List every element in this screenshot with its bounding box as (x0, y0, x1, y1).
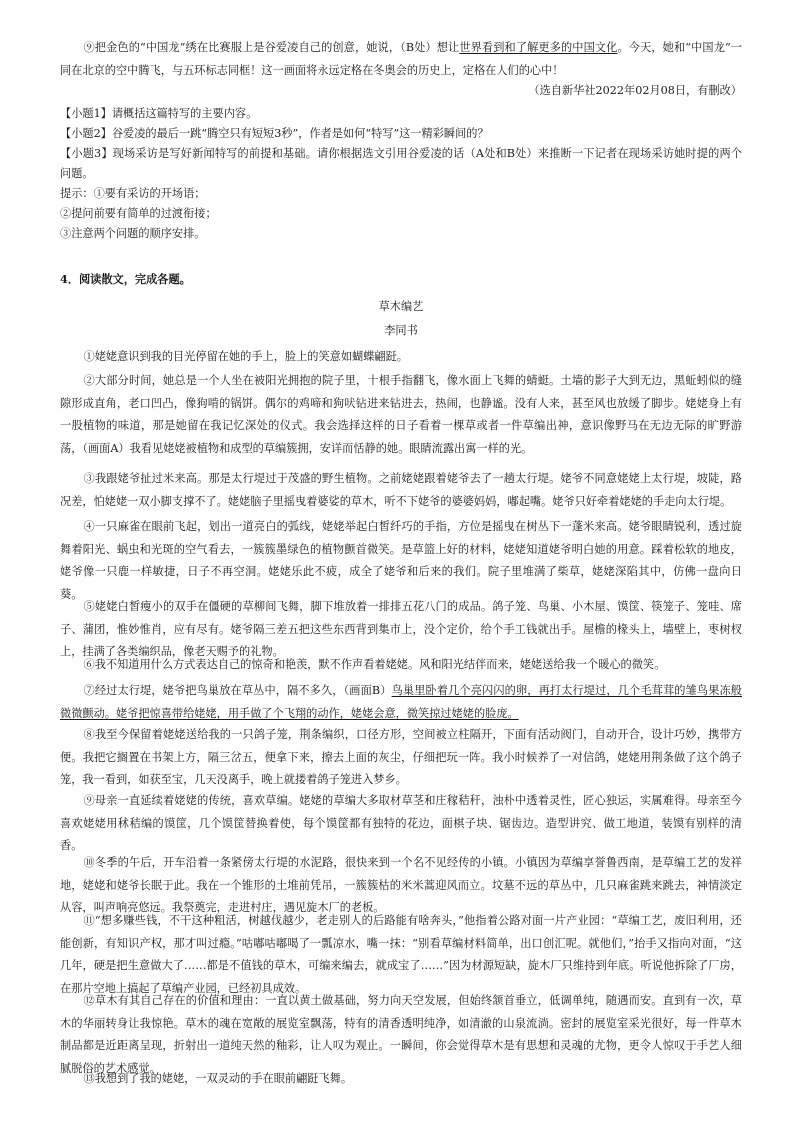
essay-paragraph-2: ②大部分时间，她总是一个人坐在被阳光拥抱的院子里，十根手指翻飞，像水面上飞舞的蜻蜓。土墙的影子大到无边，黑蚯蚓似的缝隙形成直角，老口凹凸，像狗啃的锅饼。偶尔的鸡啼和狗吠钻进来钻进去，热闹，也静谧。没有人来，甚至风也放缓了脚步。姥姥身上有一股植物的味道，那是她留在我记忆深处的仪式。我会选择这样的日子看着一棵草或者一件草编出神，意识像野马在无边无际的旷野游荡，（画面A）我看见姥姥被植物和成型的草编簇拥，安详而恬静的她。眼睛流露出寓一样的光。 (60, 374, 742, 455)
essay-paragraph-13: ⑬我想到了我的姥姥，一双灵动的手在眼前翩跹飞舞。 (83, 1072, 353, 1085)
essay-paragraph-6: ⑥我不知道用什么方式表达自己的惊奇和艳羡，默不作声看着姥姥。风和阳光结伴而来，姥姥送给我一个暖心的微笑。 (83, 658, 666, 671)
essay-paragraph-12: ⑫草木有其自己存在的价值和理由：一直以黄土做基础，努力向天空发展，但始终颔首垂立，低调单纯，随遇而安。直到有一次，草木的华丽转身让我惊艳。草木的魂在宽敞的展览室飘荡，特有的清香透明纯净，如清澈的山泉流淌。密封的展览室采光很好，每一件草木制品都是近距离呈现，折射出一道纯天然的釉彩，让人叹为观止。一瞬间，你会觉得草木是有思想和灵魂的尤物，更令人惊叹于手艺人细腻脱俗的艺术感觉。 (60, 994, 742, 1075)
section-heading: 4．阅读散文，完成各题。 (60, 272, 191, 286)
essay-paragraph-9: ⑨母亲一直延续着姥姥的传统，喜欢草编。姥姥的草编大多取材草茎和庄稼秸秆，浊朴中透着灵性，匠心独运，实属难得。母亲至今喜欢姥姥用秫秸编的馍筐，几个馍筐替换着使，每个馍筐都有独特的花边，面棋子块、锯齿边。造型讲究、做工地道，装馍有别样的清香。 (60, 794, 742, 852)
essay-paragraph-11: ⑪“想多赚些钱，不干这种粗活，树越伐越少，老走别人的后路能有啥奔头，”他指着公路对面一片产业园：“草编工艺，废旧利用，还能创新，有知识产权，那才叫过瘾。”咕嘟咕嘟喝了一瓢凉水，嘴一抹：“别看草编材料简单，出口创汇呢。就他们，”抬手又指向对面，“这几年，硬是把生意做大了……都是不值钱的草木，可编来编去，就成宝了……”因为材源短缺，旋木厂只维持到年底。听说他拆除了厂房，在那片空地上搞起了草编产业园，已经初具成效。 (60, 914, 742, 995)
essay-paragraph-1: ①姥姥意识到我的目光停留在她的手上，脸上的笑意如蝴蝶翩跹。 (83, 350, 408, 363)
paragraph-9-top (60, 37, 742, 82)
underlined-text: 世界看到和了解更多的中国文化 (459, 41, 618, 54)
question-3: 【小题3】现场采访是写好新闻特写的前提和基础。请你根据选文引用谷爱凌的话（A处和B处）来推断一下记者在现场采访她时提的两个问题。 (60, 147, 742, 180)
essay-paragraph-7 (60, 680, 742, 725)
source-citation: （选自新华社2022年02月08日，有删改） (528, 84, 742, 97)
essay-paragraph-8: ⑧我至今保留着姥姥送给我的一只鸽子笼，荆条编织，口径方形，空间被立柱隔开，下面有活动阀门，自动开合，设计巧妙，携带方便。我把它搁置在书架上方，隔三岔五，便拿下来，擦去上面的灰尘，仔细把玩一阵。我小时候养了一对信鸽，姥姥用荆条做了这个鸽子笼，我一看到，如获至宝，几天没离手，晚上就搂着鸽子笼进入梦乡。 (60, 728, 742, 786)
text-fragment: 。今天，她和“中国龙”一同在北京的空中腾飞，与五环标志同框！这一画面将永远定格在冬奥会的历史上，定格在人们的心中！ (60, 41, 742, 77)
text-fragment: ⑦经过太行堤，姥爷把鸟巢放在草丛中，隔不多久，（画面B） (83, 684, 392, 697)
text-fragment: ⑨把金色的“中国龙”绣在比赛服上是谷爱凌自己的创意，她说，（B处）想让 (83, 41, 460, 54)
hint-2: ②提问前要有简单的过渡衔接； (60, 207, 217, 220)
essay-paragraph-5: ⑤姥姥白皙瘦小的双手在僵硬的草柳间飞舞，脚下堆放着一排排五花八门的成品。鸽子笼、鸟巢、小木屋、馍筐、筷笼子、笼哇、席子、蒲团，惟妙惟肖，应有尽有。姥爷隔三差五把这些东西背到集市上，没个定价，给个手工钱就出手。屋檐的椽头上，墙壁上，枣树杈上，挂满了各类编织品，像老天赐予的礼物。 (60, 600, 742, 658)
essay-author: 李同书 (384, 324, 418, 337)
question-1: 【小题1】请概括这篇特写的主要内容。 (60, 107, 258, 120)
essay-paragraph-3: ③我跟姥爷扯过米来高。那是太行堤过于茂盛的野生植物。之前姥姥跟着姥爷去了一趟太行堤。姥爷不同意姥姥上太行堤，坡陡，路况差，怕姥姥一双小脚支撑不了。姥姥脑子里摇曳着婆娑的草木，听不下姥爷的婆婆妈妈，嘟起嘴。姥爷只好牵着姥姥的手走向太行堤。 (60, 472, 742, 508)
question-2: 【小题2】谷爱凌的最后一跳“腾空只有短短3秒”，作者是如何“特写”这一精彩瞬间的？ (60, 127, 489, 140)
hint-1: 提示：①要有采访的开场语； (60, 187, 206, 200)
essay-paragraph-4: ④一只麻雀在眼前飞起，划出一道亮白的弧线，姥姥举起白皙纤巧的手指，方位是摇曳在树丛下一蓬米来高。姥爷眼睛锐利，透过旋舞着阳光、蜗虫和光斑的空气看去，一簇簇墨绿色的植物颤首微笑。是草篮上好的材料，姥姥知道姥爷明白她的用意。踩着松软的地皮，姥爷像一只鹿一样敏捷，日子不再空洞。姥姥乐此不疲，成全了姥爷和后来的我们。院子里堆满了柴草，姥姥深陷其中，仿佛一盘向日葵。 (60, 520, 742, 601)
hint-3: ③注意两个问题的顺序安排。 (60, 227, 206, 240)
essay-paragraph-10: ⑩冬季的午后，开车沿着一条紧傍太行堤的水泥路，很快来到一个名不见经传的小镇。小镇因为草编享誉鲁西南，是草编工艺的发祥地，姥姥和姥爷长眠于此。我在一个锥形的土堆前凭吊，一簇簇枯的米米蒿迎风而立。坟墓不远的草丛中，几只麻雀跳来跳去，神情淡定从容，叫声响亮悠远。我祭奠完，走进村庄，遇见旋木厂的老板。 (60, 856, 742, 914)
underlined-text: 鸟巢里卧着几个亮闪闪的卵，再打太行堤过，几个毛茸茸的雏鸟果冻般微微颤动。姥爷把惊喜带给姥姥，用手做了个飞翔的动作，姥姥会意，微笑掠过姥姥的脸庞。 (60, 684, 742, 720)
essay-title: 草木编艺 (378, 300, 424, 313)
